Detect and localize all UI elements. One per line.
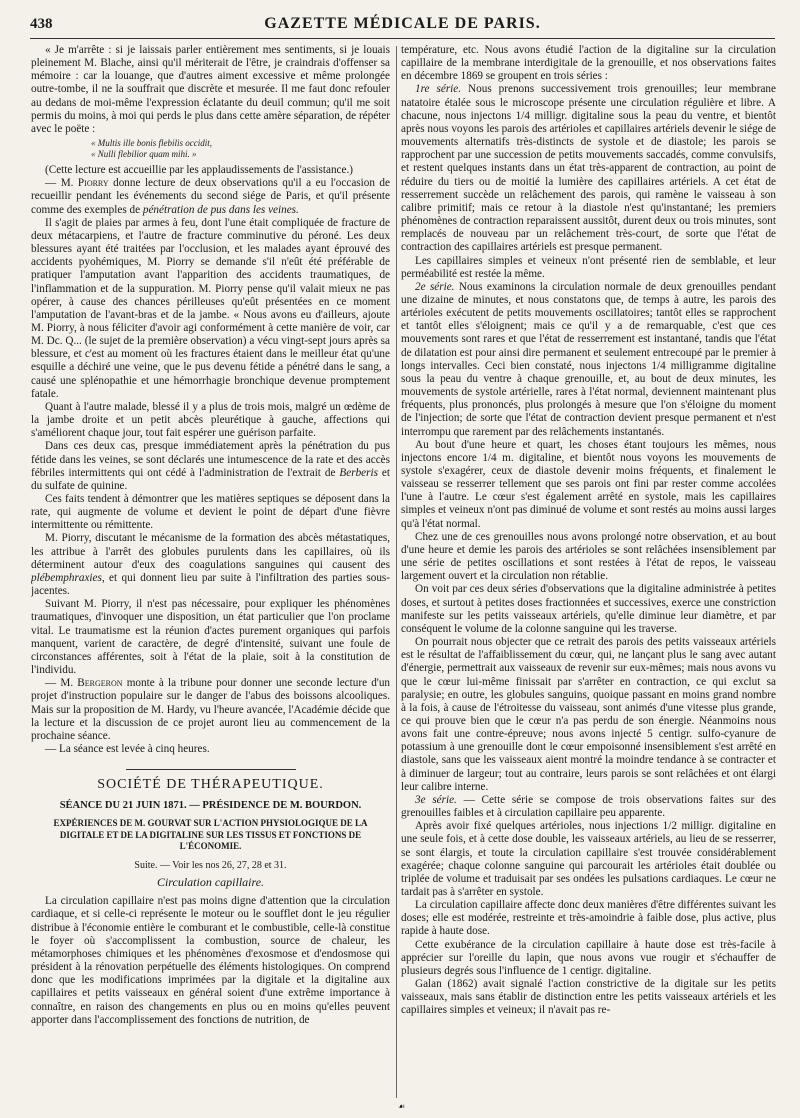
- speaker-name: M. Piorry: [60, 177, 109, 190]
- paragraph-text: et du sulfate de quinine.: [31, 466, 390, 492]
- paragraph: La circulation capillaire affecte donc deux manières d'être différentes suivant les doses; elle est modérée, restreinte et très-amoindrie à faible dose, plus active, plus rapide à haute dose.: [401, 899, 776, 938]
- paragraph: On voit par ces deux séries d'observations que la digitaline administrée à petites doses, et surtout à petites doses fractionnées et successives, exerce une constriction manifeste sur les petits vaisseaux artériels, qu'elle diminue leur diamètre, et par conséquent le volume de la colonne sanguine qui les traverse.: [401, 583, 776, 635]
- paragraph-text: Nous prenons successivement trois grenouilles; leur membrane natatoire étalée sous le microscope présente une circulation régulière et libre. A chacune, nous injectons 1/4 milligr. digitaline sous la peau du ventre, et bientôt après nous voyons les parois des artérioles et capillaires artériels devenir le siége de mouvements alternatifs très-distincts de systole et de diastole; les parois se rapprochent par une succession de petits mouvements saccadés, comme convulsifs, et restent quelques instants dans un état très-apparent de contraction, au point de réduire du tiers ou de moitié la lumière des capillaires artériels. A cet état de resserrement succède un relâchement des parois, qui ramène le vaisseau à son calibre primitif; mais ce retour à la diastole n'est qu'instantané; les premiers phénomènes de contraction reparaissent aussitôt, durent deux ou trois minutes, sont remplacés de nouveau par un relâchement très-court, de sorte que l'état de contraction des capillaires artériels est presque permanent.: [401, 83, 776, 254]
- paragraph: Au bout d'une heure et quart, les choses étant toujours les mêmes, nous injectons encore 1/4 m. digitaline, et bientôt nous voyons les mouvements de systole s'exagérer, ceux de diastole devenir moins fréquents, et finalement le vaisseau se resserrer tellement que ses parois ont fini par rester comme accolées l'une à l'autre. Le cœur s'est également arrêté en systole, mais les capillaires simples et veineux n'ont pas diminué de volume et sont restés au moins aussi larges qu'à l'état normal.: [401, 438, 776, 530]
- paragraph-text: — Cette série se compose de trois observations faites sur des grenouilles faibles et à circulation capillaire peu apparente.: [401, 793, 776, 820]
- journal-title: GAZETTE MÉDICALE DE PARIS.: [264, 15, 541, 32]
- page-header: [30, 14, 775, 39]
- paragraph: [31, 532, 390, 598]
- paragraph: température, etc. Nous avons étudié l'action de la digitaline sur la circulation capillaire de la membrane interdigitale de la grenouille, et nos observations faites en décembre 1869 se groupent en trois séries :: [401, 44, 776, 83]
- paragraph-text: monte à la tribune pour donner une seconde lecture d'un projet d'instruction populaire sur le danger de l'abus des boissons alcooliques. Mais sur la proposition de M. Hardy, vu l'heure avancée, l'Académie décide que la lecture et la discussion de ce projet auront lieu au commencement de la prochaine séance.: [31, 677, 390, 742]
- paragraph: Ces faits tendent à démontrer que les matières septiques se déposent dans la rate, qui augmente de volume et devient le point de départ d'une fièvre intermittente ou rémittente.: [31, 493, 390, 532]
- quote-line: « Multis ille bonis flebilis occidit,: [91, 138, 212, 149]
- paragraph: [401, 83, 776, 254]
- article-heading: EXPÉRIENCES DE M. GOURVAT SUR L'ACTION PHYSIOLOGIQUE DE LA DIGITALE ET DE LA DIGITALINE SUR LES TISSUS ET FONCTIONS DE L'ÉCONOMIE.: [53, 818, 368, 852]
- paragraph: Galan (1862) avait signalé l'action constrictive de la digitale sur les petits vaisseaux, mais sans établir de distinction entre les petits vaisseaux artériels et les capillaires simples et veineux; il n'avait pas re-: [401, 978, 776, 1017]
- emphasis: pénétration de pus dans les veines.: [142, 203, 299, 216]
- right-column: [401, 44, 776, 1102]
- latin-quote: [91, 138, 390, 160]
- paragraph: Les capillaires simples et veineux n'ont présenté rien de semblable, et leur perméabilité est restée la même.: [401, 254, 776, 280]
- paragraph: Cette exubérance de la circulation capillaire à haute dose est très-facile à apprécier sur l'oreille du lapin, que nous avons vue rougir et s'échauffer de plusieurs degrés sous l'influence de 1 centigr. digitaline.: [401, 938, 776, 977]
- paragraph-text: Nous examinons la circulation normale de deux grenouilles pendant une dizaine de minutes, et nous constatons que, de temps à autre, les parois des artérioles exécutent de petits mouvements oscillatoires; tantôt elles se rapprochent et tantôt elles s'éloignent; mais ce qu'il y a de remarquable, c'est que ces mouvements sont rares et que l'état de resserrement est instantané, tandis que l'état de dilatation est pour ainsi dire permanent et seulement entrecoupé par le premier à longs intervalles. Ceci bien constaté, nous injectons 1/4 milligramme digitaline sous la peau du ventre à chaque grenouille, et, au bout de deux minutes, les mouvements de systole artérielle, rares à l'état normal, deviennent maintenant plus fréquents, plus prononcés, plus prolongés à mesure que l'on s'éloigne du moment de l'injection; de sorte que l'état de contraction devient presque permanent et n'est interrompu que rarement par des relâchements instantanés.: [401, 280, 776, 438]
- paragraph-text: , et qui donnent lieu par suite à l'infiltration des parties sous-jacentes.: [31, 571, 390, 598]
- left-column: [31, 44, 390, 1102]
- paragraph: [31, 440, 390, 493]
- paragraph-text: donne lecture de deux observations qu'il a eu l'occasion de recueillir pendant les événements du second siége de Paris, et qu'il présente comme des exemples de: [31, 177, 390, 216]
- paragraph: La circulation capillaire n'est pas moins digne d'attention que la circulation cardiaque, et si celle-ci représente le moteur ou le soufflet dont le jeu régulier distribue à l'économie entière le comburant et le combustible, celle-là constitue le foyer où s'accomplissent la combustion, source de chaleur, les métamorphoses chimiques et les phénomènes d'exosmose et d'endosmose qui président à la rénovation perpétuelle des éléments histologiques. On comprend donc que les modifications imprimées par la digitale et la digitaline aux capillaires et petits vaisseaux en général soient d'une extrême importance à connaître, en raison des changements en plus ou en moins qu'elles peuvent apporter dans l'accomplissement des fonctions de nutrition, de: [31, 895, 390, 1026]
- paragraph: [401, 794, 776, 820]
- paragraph: Chez une de ces grenouilles nous avons prolongé notre observation, et au bout d'une heure et demie les parois des artérioles se sont relâchées insensiblement par une série de petites oscillations et sont restées à l'état de repos, le vaisseau largement ouvert et la circulation non rétablie.: [401, 530, 776, 583]
- paragraph: [401, 281, 776, 439]
- paragraph: (Cette lecture est accueillie par les applaudissements de l'assistance.): [45, 164, 353, 177]
- session-heading: SÉANCE DU 21 JUIN 1871. — PRÉSIDENCE DE M. BOURDON.: [59, 800, 362, 812]
- emphasis: Berberis: [339, 466, 378, 479]
- section-title: SOCIÉTÉ DE THÉRAPEUTIQUE.: [97, 777, 324, 793]
- paragraph: — La séance est levée à cinq heures.: [45, 742, 210, 755]
- subsection-title: Circulation capillaire.: [156, 875, 265, 890]
- paragraph: Suivant M. Piorry, il n'est pas nécessaire, pour expliquer les phénomènes traumatiques, d'invoquer une disposition, un état particulier que l'on proclame vital. Le traumatisme est la réunion d'actes purement organiques qui parfois manquent, varient de caractère, de degré d'intensité, suivant une foule de circonstances afférentes, soit à l'état de la plaie, soit à la constitution de l'individu.: [31, 598, 390, 677]
- series-label: 1re série.: [415, 83, 462, 96]
- printer-ornament: ☙: [398, 1102, 406, 1111]
- paragraph: On pourrait nous objecter que ce retrait des parois des petits vaisseaux artériels est le résultat de l'affaiblissement du cœur, qui, ne lançant plus le sang avec autant d'énergie, permettrait aux vaisseaux de revenir sur eux-mêmes; mais nous avons vu que le cœur lui-même finissait par s'arrêter en contraction, ce qui exclut sa paralysie; en outre, les globules sanguins, quoique passant en moins grand nombre à la fois, à cause de l'étroitesse du vaisseau, sont animés d'une vitesse plus grande, ce qui prouve bien que le cœur n'a pas perdu de son énergie. Néanmoins nous avons fait une contre-épreuve; nous avons injecté 5 centigr. sulfo-cyanure de potassium à une grenouille dont le cœur empoisonné insensiblement s'est arrêté en diastole, sans que les vaisseaux aient montré la moindre tendance à se contracter et à diminuer de largeur; tout au contraire, leurs parois se sont relâchées et ont élargi leur calibre interne.: [401, 636, 776, 793]
- quote-line: « Nulli flebilior quam mihi. »: [91, 149, 197, 160]
- speaker-name: M. Bergeron: [60, 677, 123, 690]
- paragraph-text: M. Piorry, discutant le mécanisme de la formation des abcès métastatiques, les attribue à l'arrêt des globules purulents dans les capillaires, où ils déterminent autour d'eux des coagulations sanguines qui causent des: [31, 532, 390, 571]
- column-rule: [396, 46, 397, 1098]
- series-label: 3e série.: [415, 793, 457, 806]
- page-number: 438: [30, 16, 53, 32]
- continuation-note: Suite. — Voir les nos 26, 27, 28 et 31.: [134, 859, 287, 871]
- emphasis: plébemphraxies: [31, 571, 102, 584]
- paragraph-text: Dans ces deux cas, presque immédiatement après la pénétration du pus fétide dans les veines, se sont déclarés une intumescence de la rate et des accès fébriles intermittents qui ont cédé à l'administration de l'extrait de: [31, 440, 390, 479]
- paragraph: Il s'agit de plaies par armes à feu, dont l'une était compliquée de fracture de deux métacarpiens, et l'autre de fracture comminutive du péroné. Les deux blessures ayant été traitées par l'occlusion, et les malades ayant éprouvé des accidents pyohémiques, M. Piorry se demande s'il n'eût été préférable de pratiquer l'amputation avant l'apparition des accidents traumatiques, de l'inflammation et de la suppuration. M. Piorry pense qu'il valait mieux ne pas opérer, à cause des chances périlleuses qu'eût présentées en ce moment l'amputation de l'avant-bras et de la jambe. « Nous avons eu d'ailleurs, ajoute M. Piorry, à nous féliciter d'avoir agi conformément à cette manière de voir, car M. Dc. Q... (le sujet de la première observation) a vécu vingt-sept jours après sa blessure, et c'est au moment où les fractures étaient dans le meilleur état qu'une esquille a déchiré une veine, que le pus devenu fétide a pénétré dans le sang, a causé une splénopathie et une hémorrhagie bronchique devenue promptement fatale.: [31, 216, 390, 400]
- paragraph: Après avoir fixé quelques artérioles, nous injections 1/2 milligr. digitaline en une seule fois, et à cette dose double, les vaisseaux artériels, au lieu de se resserrer, se sont élargis, et toute la circulation capillaire s'est trouvée considérablement exagérée; chaque colonne sanguine qui parcourait les artérioles était doublée ou triplée de volume et traduisait par ses ondées les pulsations cardiaques. Le cœur ne tardait pas à s'arrêter en systole.: [401, 820, 776, 898]
- paragraph: « Je m'arrête : si je laissais parler entièrement mes sentiments, si je louais pleinement M. Blache, ainsi qu'il mériterait de l'être, je craindrais d'offenser sa mémoire : car la louange, que d'autres aiment excessive et même prolongée outre-tombe, il ne la souffrait que discrète et mesurée. Il me faut donc refouler au dedans de moi-même l'expression éclatante du deuil commun; qu'il me soit permis du moins, à moi qui perds le plus dans cette amère séparation, de répéter avec le poëte :: [31, 44, 390, 135]
- paragraph: — M. Bergeron monte à la tribune pour donner une seconde lecture d'un projet d'instruction populaire sur le danger de l'abus des boissons alcooliques. Mais sur la proposition de M. Hardy, vu l'heure avancée, l'Académie décide que la lecture et la discussion de ce projet auront lieu au commencement de la prochaine séance.: [31, 677, 390, 742]
- paragraph: — M. Piorry donne lecture de deux observations qu'il a eu l'occasion de recueillir pendant les événements du second siége de Paris, et qu'il présente comme des exemples de pénétration de pus dans les veines.: [31, 177, 390, 216]
- paragraph: Quant à l'autre malade, blessé il y a plus de trois mois, malgré un œdème de la jambe droite et un petit abcès pleurétique à gauche, affections qui s'améliorent chaque jour, tout fait espérer une guérison parfaite.: [31, 400, 390, 440]
- section-divider: [126, 769, 296, 770]
- series-label: 2e série.: [415, 280, 455, 293]
